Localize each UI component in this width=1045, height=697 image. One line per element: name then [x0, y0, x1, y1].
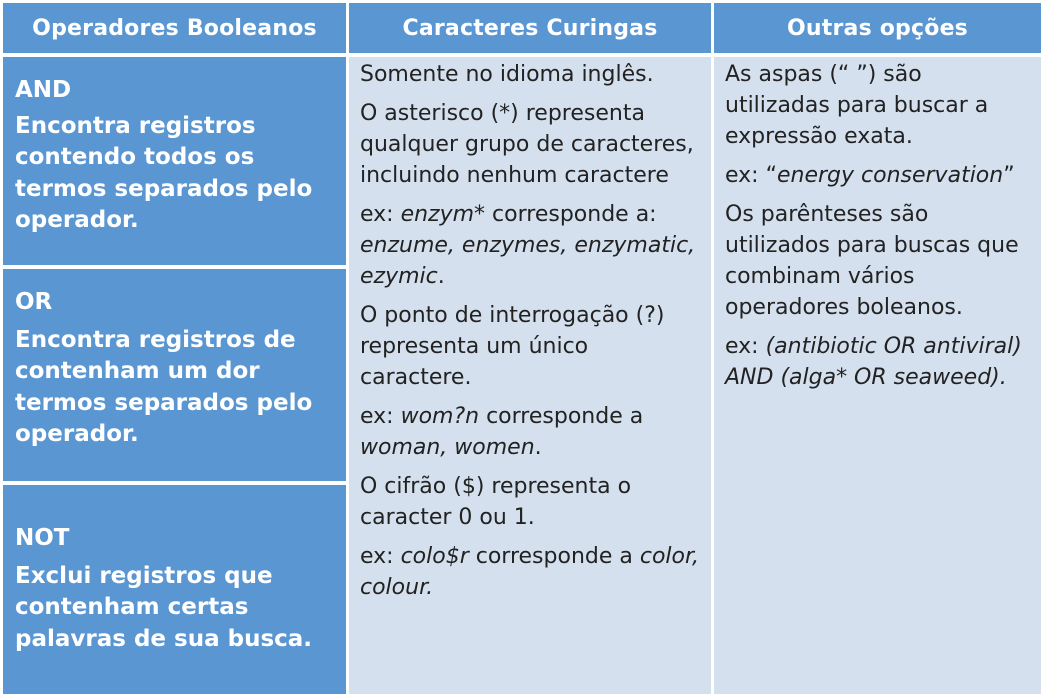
operator-key: AND [15, 77, 72, 103]
operator-key: OR [15, 289, 53, 315]
header-other-options: Outras opções [714, 3, 1041, 53]
operator-or-cell [3, 269, 346, 481]
wildcards-intro: Somente no idioma inglês. [360, 62, 654, 87]
other-options-cell [714, 57, 1041, 694]
wildcards-cell [349, 57, 711, 694]
question-example: ex: wom?n corresponde a woman, women. [360, 404, 644, 460]
parentheses-example: ex: (antibiotic OR antiviral) AND (alga* OR seaweed). [725, 334, 1022, 390]
header-boolean-operators: Operadores Booleanos [3, 3, 346, 53]
quotes-example: ex: “energy conservation” [725, 163, 1015, 188]
dollar-description: O cifrão ($) representa o caracter 0 ou 1. [360, 474, 632, 530]
search-help-table [3, 3, 1041, 694]
asterisk-description: O asterisco (*) representa qualquer grupo de caracteres, incluindo nenhum caractere [360, 101, 694, 188]
dollar-example: ex: colo$r corresponde a color, colour. [360, 544, 700, 600]
quotes-description: As aspas (“ ”) são utilizadas para buscar a expressão exata. [725, 62, 989, 149]
operator-not-cell [3, 485, 346, 694]
question-description: O ponto de interrogação (?) representa um único caractere. [360, 303, 665, 390]
operator-description: Encontra registros de contenham um dor termos separados pelo operador. [15, 326, 313, 447]
operator-description: Exclui registros que contenham certas palavras de sua busca. [15, 562, 313, 652]
asterisk-example: ex: enzym* corresponde a: enzume, enzymes, enzymatic, ezymic. [360, 202, 696, 289]
operator-and-cell [3, 57, 346, 265]
parentheses-description: Os parênteses são utilizados para buscas que combinam vários operadores boleanos. [725, 202, 1019, 320]
operator-key: NOT [15, 525, 70, 551]
operator-description: Encontra registros contendo todos os termos separados pelo operador. [15, 112, 313, 233]
header-wildcards: Caracteres Curingas [349, 3, 711, 53]
